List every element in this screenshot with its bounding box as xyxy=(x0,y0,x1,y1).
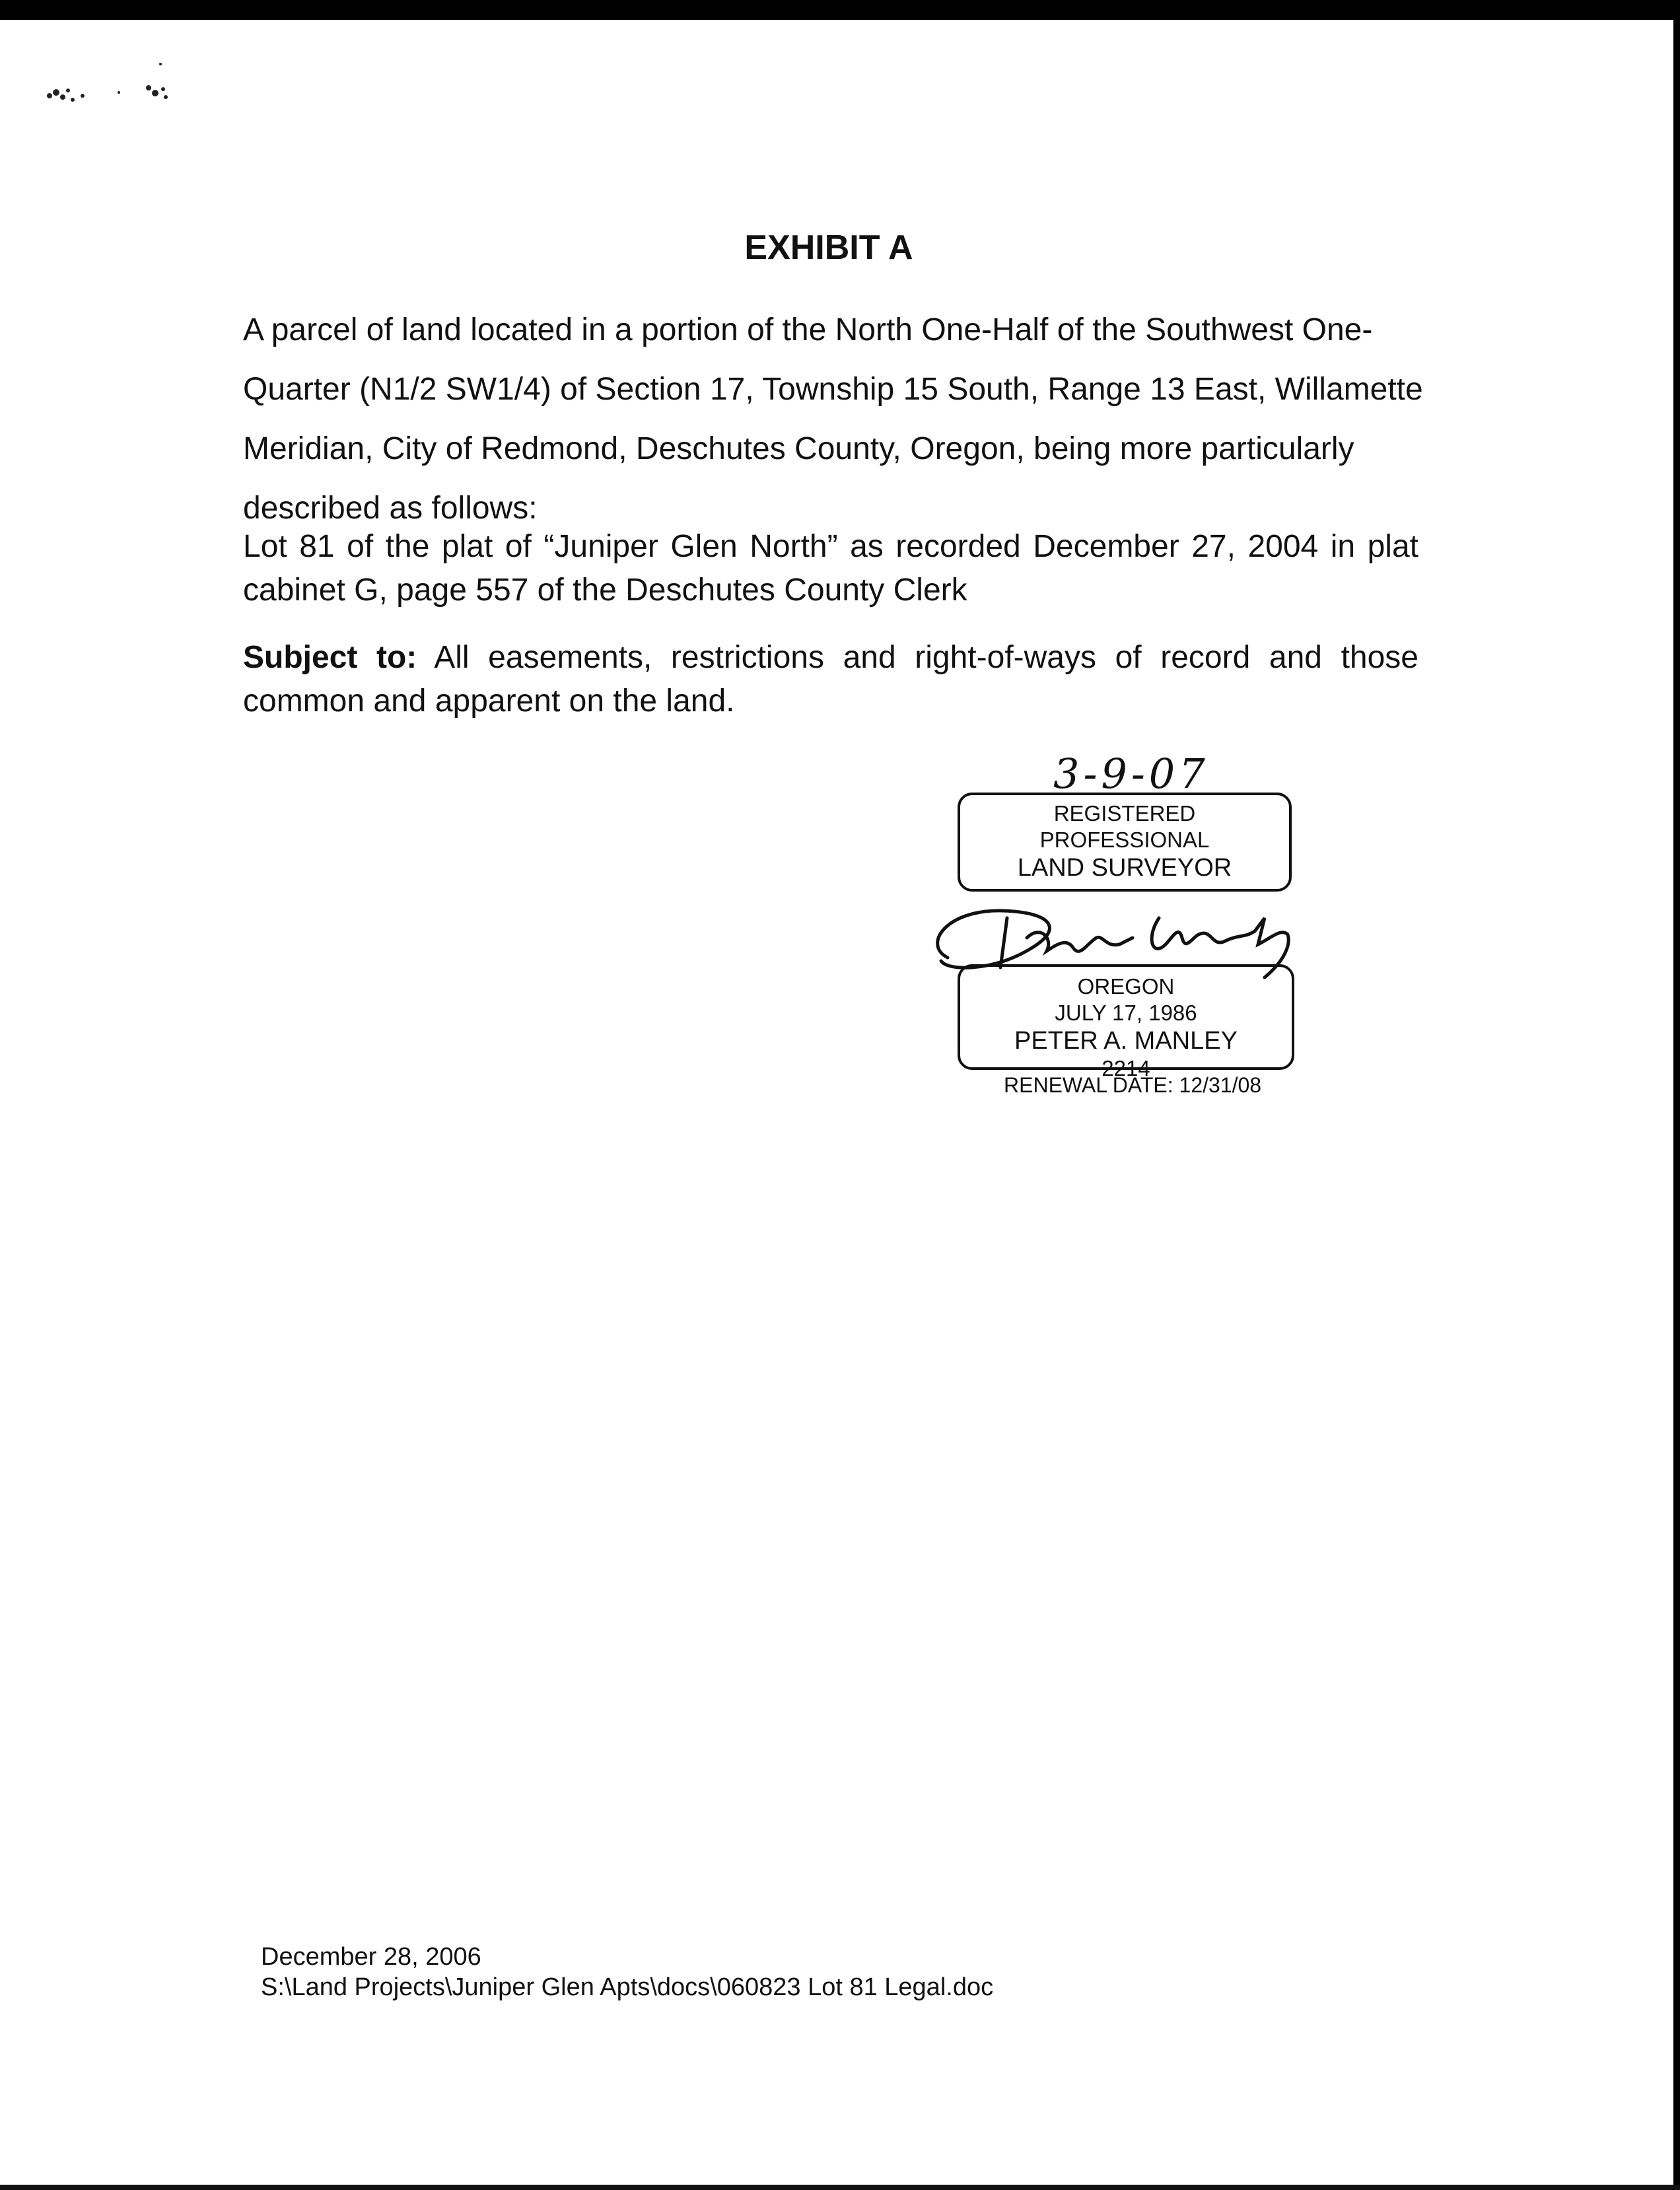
stamp-state: OREGON xyxy=(1077,974,1175,999)
stamp-surveyor-name: PETER A. MANLEY xyxy=(1014,1027,1238,1055)
scan-specks xyxy=(36,56,195,116)
exhibit-title: EXHIBIT A xyxy=(744,229,913,267)
surveyor-stamp-top xyxy=(958,793,1292,892)
subject-to-text: All easements, restrictions and right-of-ways of record and those common and apparent on the land. xyxy=(243,640,1419,719)
stamp-renewal-date: RENEWAL DATE: 12/31/08 xyxy=(1004,1073,1262,1097)
stamp-line-land-surveyor: LAND SURVEYOR xyxy=(1017,854,1232,882)
stamp-registration-date: JULY 17, 1986 xyxy=(1055,1001,1197,1025)
handwritten-date: 3-9-07 xyxy=(1053,750,1209,798)
parcel-description: A parcel of land located in a portion of the North One-Half of the Southwest One-Quarter (N1/2 SW1/4) of Section 17, Township 15 South, Range 13 East, Willamette Meridian, City of Redmond, Deschutes County, Oregon, being more particularly described as follows: xyxy=(243,312,1423,526)
lot-description: Lot 81 of the plat of “Juniper Glen North” as recorded December 27, 2004 in plat cabinet G, page 557 of the Deschutes County Clerk xyxy=(243,529,1418,608)
document-footer xyxy=(261,1942,993,2002)
footer-date: December 28, 2006 xyxy=(261,1943,481,1971)
stamp-line-professional: PROFESSIONAL xyxy=(1039,828,1210,852)
scan-border-bottom xyxy=(0,2185,1680,2190)
footer-file-path: S:\Land Projects\Juniper Glen Apts\docs\060823 Lot 81 Legal.doc xyxy=(261,1973,994,2001)
stamp-license-number: 2214 xyxy=(1102,1056,1150,1080)
subject-to-clause xyxy=(243,636,1418,723)
stamp-line-registered: REGISTERED xyxy=(1053,801,1196,826)
surveyor-stamp-bottom xyxy=(958,964,1294,1080)
scan-border-top xyxy=(0,0,1680,20)
scan-border-right xyxy=(1673,0,1680,2190)
subject-to-label: Subject to: xyxy=(243,640,417,675)
